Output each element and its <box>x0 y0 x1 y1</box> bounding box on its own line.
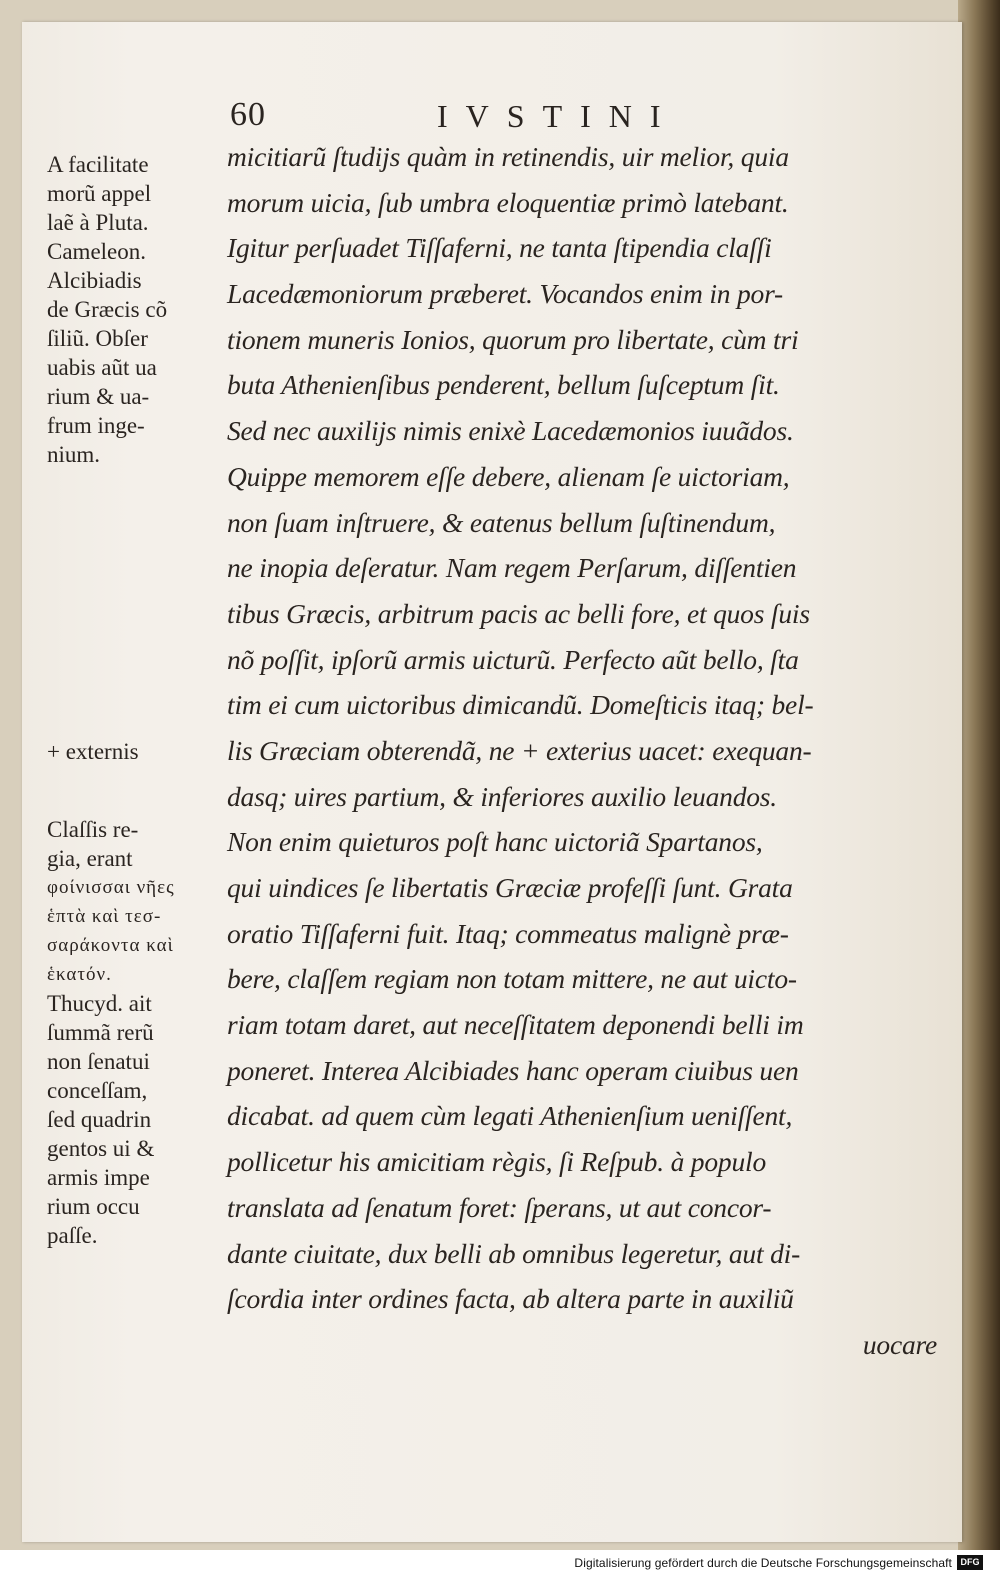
margin-line: paſſe. <box>47 1223 98 1248</box>
body-line: dante ciuitate, dux belli ab omnibus legeretur, aut di- <box>227 1237 801 1269</box>
margin-line: Thucyd. ait <box>47 991 152 1016</box>
body-line: poneret. Interea Alcibiades hanc operam ciuibus uen <box>227 1054 799 1086</box>
body-line: nõ poſſit, ipſorũ armis uicturũ. Perfecto aũt bello, ſta <box>227 643 799 675</box>
margin-line-greek: ἑπτὰ καὶ τεσ- <box>47 906 162 927</box>
margin-note <box>47 150 227 469</box>
body-line: dasq; uires partium, & inferiores auxilio leuandos. <box>227 780 777 812</box>
book-page-edge <box>958 0 1000 1550</box>
margin-line: + externis <box>47 739 139 764</box>
margin-line: A facilitate <box>47 152 149 177</box>
margin-line: ſummã rerũ <box>47 1020 154 1045</box>
margin-line: frum inge- <box>47 413 145 438</box>
body-line: ne inopia deſeratur. Nam regem Perſarum, diſſentien <box>227 552 797 584</box>
margin-line: non ſenatui <box>47 1049 150 1074</box>
margin-line: Cameleon. <box>47 239 146 264</box>
body-line: Igitur perſuadet Tiſſaferni, ne tanta ſtipendia claſſi <box>227 232 772 264</box>
margin-line: armis impe <box>47 1165 150 1190</box>
body-line: morum uicia, ſub umbra eloquentiæ primò latebant. <box>227 186 789 218</box>
body-line: qui uindices ſe libertatis Græciæ profeſſi ſunt. Grata <box>227 872 793 903</box>
body-line: tibus Græcis, arbitrum pacis ac belli fore, et quos ſuis <box>227 597 810 629</box>
margin-line: morũ appel <box>47 181 152 206</box>
body-line: tim ei cum uictoribus dimicandũ. Domeſticis itaq; bel- <box>227 689 814 721</box>
body-text <box>227 134 947 1368</box>
body-line: Lacedæmoniorum præberet. Vocandos enim in por- <box>227 278 784 310</box>
body-line: Sed nec auxilijs nimis enixè Lacedæmonios iuuãdos. <box>227 415 794 447</box>
margin-line: nium. <box>47 442 101 467</box>
digitization-credit: Digitalisierung gefördert durch die Deutsche Forschungsgemeinschaft <box>574 1556 952 1570</box>
body-line: riam totam daret, aut neceſſitatem deponendi belli im <box>227 1009 804 1041</box>
margin-line: uabis aũt ua <box>47 355 157 380</box>
margin-line: rium & ua- <box>47 384 150 409</box>
page-number: 60 <box>230 96 266 133</box>
body-line: translata ad ſenatum foret: ſperans, ut aut concor- <box>227 1191 772 1223</box>
margin-line: Alcibiadis <box>47 268 142 293</box>
body-line: oratio Tiſſaferni fuit. Itaq; commeatus malignè præ- <box>227 917 789 949</box>
margin-line: Claſſis re- <box>47 817 139 842</box>
body-line: Non enim quieturos poſt hanc uictoriã Spartanos, <box>227 826 763 858</box>
margin-line: gia, erant <box>47 846 133 871</box>
margin-line: de Græcis cõ <box>47 297 168 322</box>
margin-line: conceſſam, <box>47 1078 148 1103</box>
body-line: buta Athenienſibus penderent, bellum ſuſceptum ſit. <box>227 369 780 401</box>
margin-line: gentos ui & <box>47 1136 155 1161</box>
margin-line: ſiliũ. Obſer <box>47 326 148 351</box>
margin-line: laẽ à Pluta. <box>47 210 149 235</box>
body-line: non ſuam inſtruere, & eatenus bellum ſuſtinendum, <box>227 506 776 538</box>
body-line: Quippe memorem eſſe debere, alienam ſe uictoriam, <box>227 460 790 492</box>
body-line: lis Græciam obterendã, ne + exterius uacet: exequan- <box>227 734 812 766</box>
margin-note <box>47 737 227 766</box>
body-line: pollicetur his amicitiam règis, ſi Reſpub. à populo <box>227 1146 766 1178</box>
dfg-logo: DFG <box>957 1555 983 1570</box>
margin-note <box>47 815 227 1250</box>
book-page <box>22 22 962 1542</box>
margin-line-greek: φοίνισσαι νῆες <box>47 877 175 898</box>
body-line: bere, claſſem regiam non totam mittere, ne aut uicto- <box>227 963 797 995</box>
margin-line-greek: ἑκατόν. <box>47 964 112 985</box>
margin-line: rium occu <box>47 1194 140 1219</box>
body-line: dicabat. ad quem cùm legati Athenienſium ueniſſent, <box>227 1100 793 1132</box>
body-line: ſcordia inter ordines facta, ab altera parte in auxiliũ <box>227 1283 794 1315</box>
body-line: micitiarũ ſtudijs quàm in retinendis, uir melior, quia <box>227 141 789 172</box>
running-head: IVSTINI <box>437 98 679 134</box>
catchword: uocare <box>862 1328 937 1360</box>
margin-line: ſed quadrin <box>47 1107 152 1132</box>
margin-line-greek: σαράκοντα καὶ <box>47 935 174 956</box>
body-line: tionem muneris Ionios, quorum pro libertate, cùm tri <box>227 323 799 355</box>
